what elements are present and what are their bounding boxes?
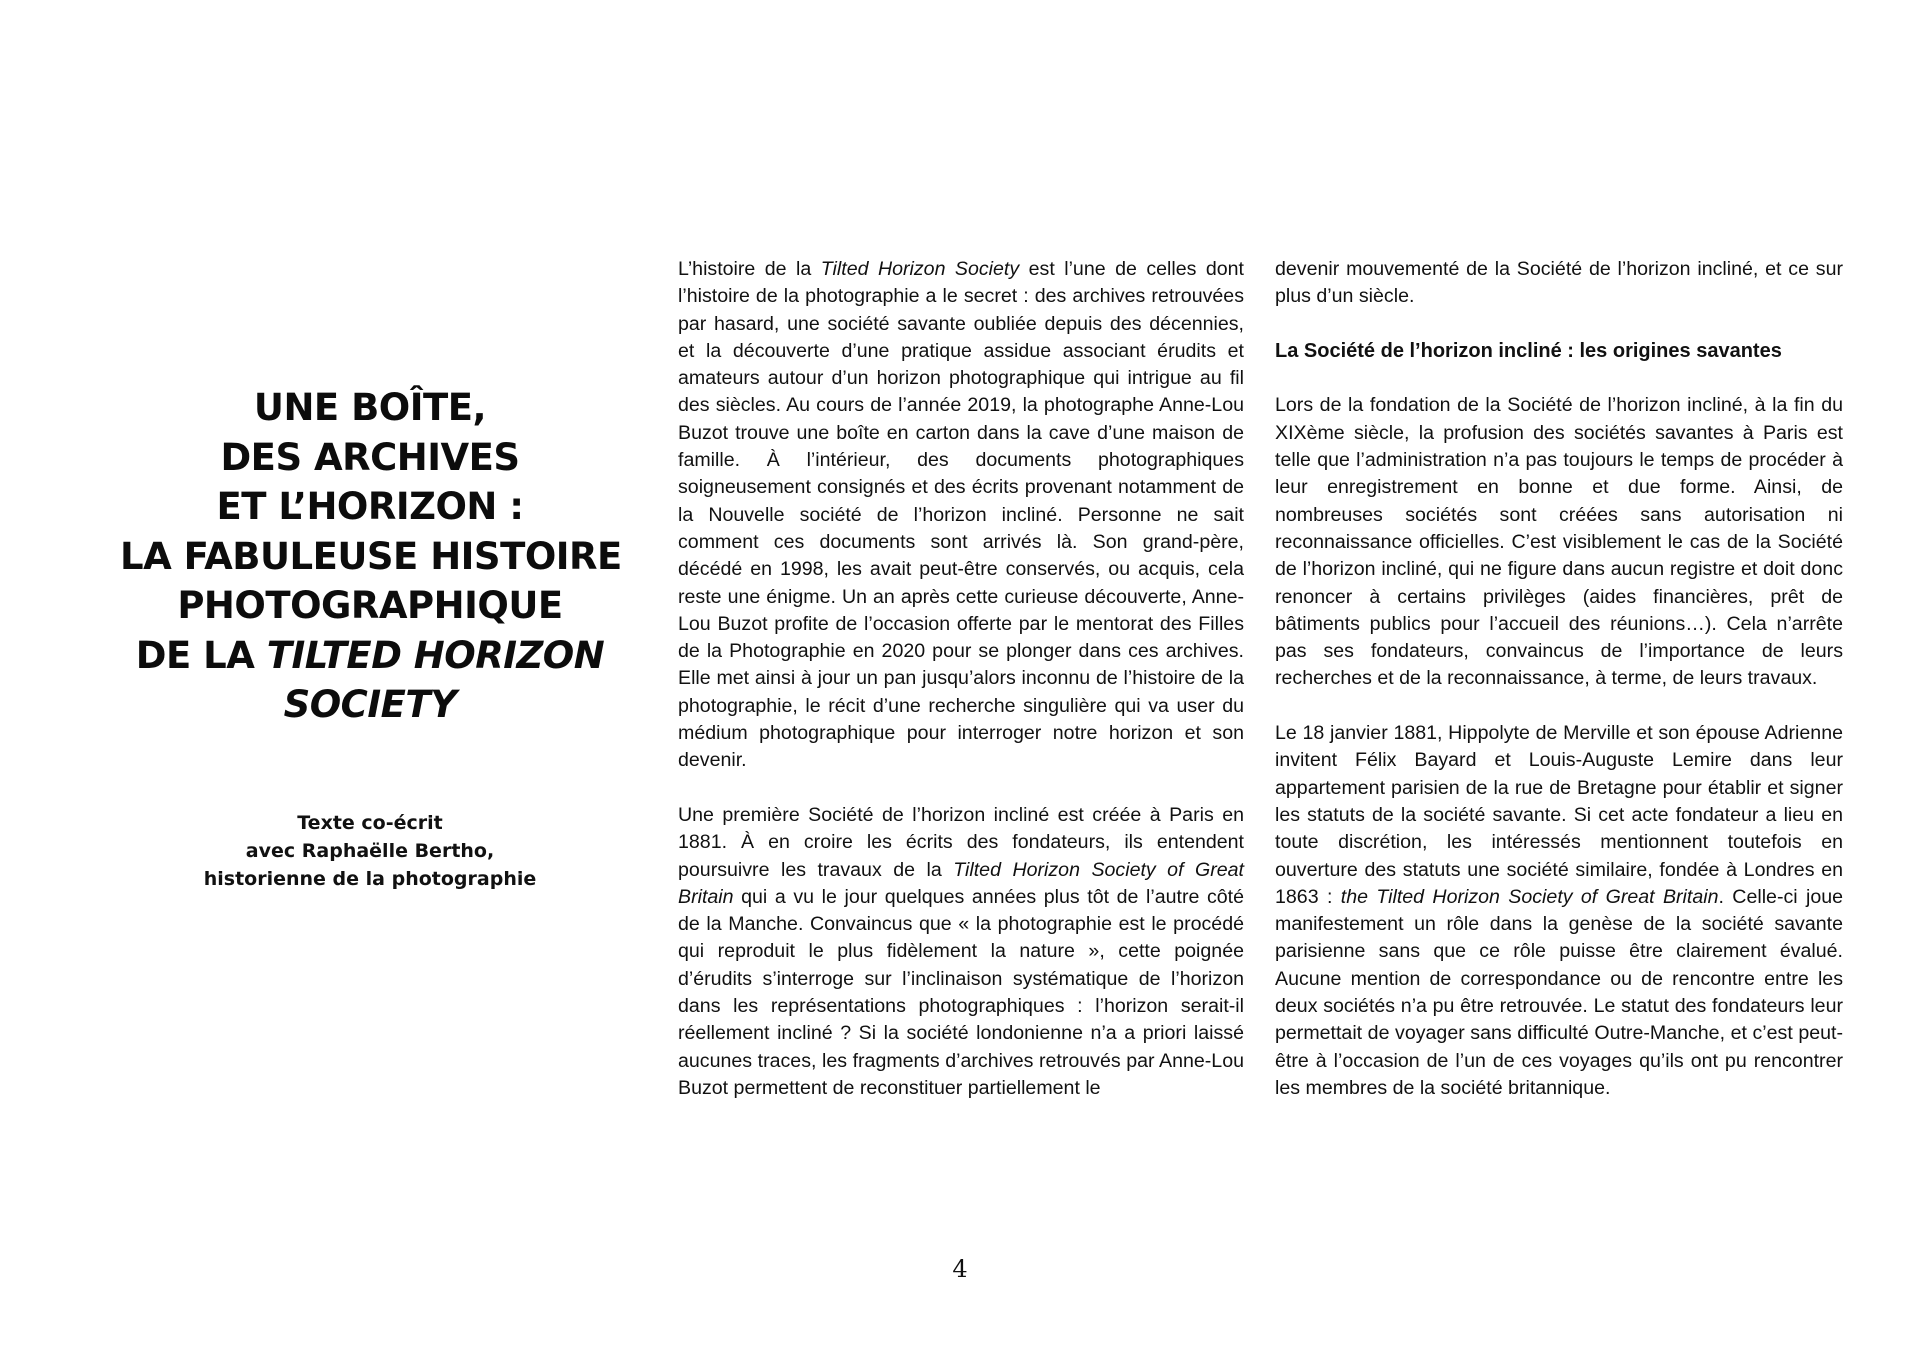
text-run: qui a vu le jour quelques années plus tôt de l’autre côté de la Manche. Convaincus que « la photographie est le procédé qui reproduit le plus fidèlement la nature », cette poignée d’érudits s’interroge sur l’inclinaison systématique de l’horizon dans les représentations photographiques : l’horizon serait-il réellement incliné ? Si la société londonienne n’a a priori laissé aucunes traces, les fragments d’archives retrouvés par Anne-Lou Buzot permettent de reconstituer partiellement le: [678, 885, 1244, 1099]
byline-line: historienne de la photographie: [203, 867, 537, 890]
italic-society-name: the Tilted Horizon Society of Great Britain: [1340, 885, 1719, 908]
title-line: [120, 631, 620, 681]
italic-society-name: Tilted Horizon Society: [820, 258, 1020, 280]
section-heading: La Société de l’horizon incliné : les origines savantes: [1275, 339, 1782, 362]
paragraph: [1275, 720, 1843, 1102]
italic-society-name: Tilted Horizon Society of Great Britain: [678, 858, 1245, 908]
title-italic-society-name: TILTED HORIZON: [266, 633, 605, 677]
title-line-prefix: DE LA: [135, 633, 267, 677]
title-line: [120, 680, 620, 730]
paragraph: [678, 256, 1244, 775]
text-run: . Celle-ci joue manifestement un rôle dans la genèse de la société savante parisienne sans que ce rôle puisse être clairement évalué. Aucune mention de correspondance ou de rencontre entre les deux sociétés n’a pu être retrouvée. Le statut des fondateurs leur permettait de voyager sans difficulté Outre-Manche, et c’est peut-être à l’occasion de l’un de ces voyages qu’ils ont pu rencontrer les membres de la société britannique.: [1275, 885, 1844, 1099]
title-line: UNE BOÎTE,: [253, 386, 487, 429]
text-run: Une première Société de l’horizon incliné est créée à Paris en 1881. À en croire les écrits des fondateurs, ils entendent poursuivre les travaux de la: [678, 803, 1244, 881]
title-block: [120, 383, 620, 893]
text-run: L’histoire de la: [678, 258, 821, 280]
page-number: 4: [952, 1255, 968, 1283]
body-column-left: [678, 256, 1244, 1102]
title-line: PHOTOGRAPHIQUE: [177, 584, 563, 627]
paragraph: Lors de la fondation de la Société de l’horizon incliné, à la fin du XIXème siècle, la profusion des sociétés savantes à Paris est telle que l’administration n’a pas toujours le temps de procéder à leur enregistrement en bonne et due forme. Ainsi, de nombreuses sociétés sont créées sans autorisation ni reconnaissance officielles. C’est visiblement le cas de la Société de l’horizon incliné, qui ne figure dans aucun registre et doit donc renoncer à certains privilèges (aides financières, prêt de bâtiments publics pour l’accueil des réunions…). Cela n’arrête pas ses fondateurs, convaincus de l’importance de leurs recherches et de la reconnaissance, à terme, de leurs travaux.: [1275, 394, 1843, 690]
byline: [120, 809, 620, 893]
paragraph: devenir mouvementé de la Société de l’horizon incliné, et ce sur plus d’un siècle.: [1275, 258, 1843, 308]
byline-line: avec Raphaëlle Bertho,: [245, 839, 495, 862]
chapter-title: [120, 383, 620, 730]
title-line: DES ARCHIVES: [220, 435, 520, 479]
title-italic-society-name: SOCIETY: [283, 683, 457, 726]
paragraph: [678, 802, 1244, 1102]
text-run: Le 18 janvier 1881, Hippolyte de Merville et son épouse Adrienne invitent Félix Bayard et Louis-Auguste Lemire dans leur appartement parisien de la rue de Bretagne pour établir et signer les statuts de la société savante. Si cet acte fondateur a lieu en toute discrétion, les intéressés mentionnent toutefois en ouverture des statuts une société similaire, fondée à Londres en 1863 :: [1275, 722, 1843, 908]
title-line: ET L’HORIZON :: [216, 485, 524, 528]
body-column-right: [1275, 256, 1843, 1102]
title-line: LA FABULEUSE HISTOIRE: [120, 534, 622, 578]
text-run: est l’une de celles dont l’histoire de la photographie a le secret : des archives retrouvées par hasard, une société savante oubliée depuis des décennies, et la découverte d’une pratique assidue associant érudits et amateurs autour d’un horizon photographique qui intrigue au fil des siècles. Au cours de l’année 2019, la photographe Anne-Lou Buzot trouve une boîte en carton dans la cave d’une maison de famille. À l’intérieur, des documents photographiques soigneusement consignés et des écrits provenant notamment de la Nouvelle société de l’horizon incliné. Personne ne sait comment ces documents sont arrivés là. Son grand-père, décédé en 1998, les avait peut-être conservés, ou acquis, cela reste une énigme. Un an après cette curieuse découverte, Anne-Lou Buzot profite de l’occasion offerte par le mentorat des Filles de la Photographie en 2020 pour se plonger dans ces archives. Elle met ainsi à jour un pan jusqu’alors inconnu de l’histoire de la photographie, le récit d’une recherche singulière qui va user du médium photographique pour interroger notre horizon et son devenir.: [678, 258, 1244, 772]
byline-line: Texte co-écrit: [297, 811, 443, 834]
